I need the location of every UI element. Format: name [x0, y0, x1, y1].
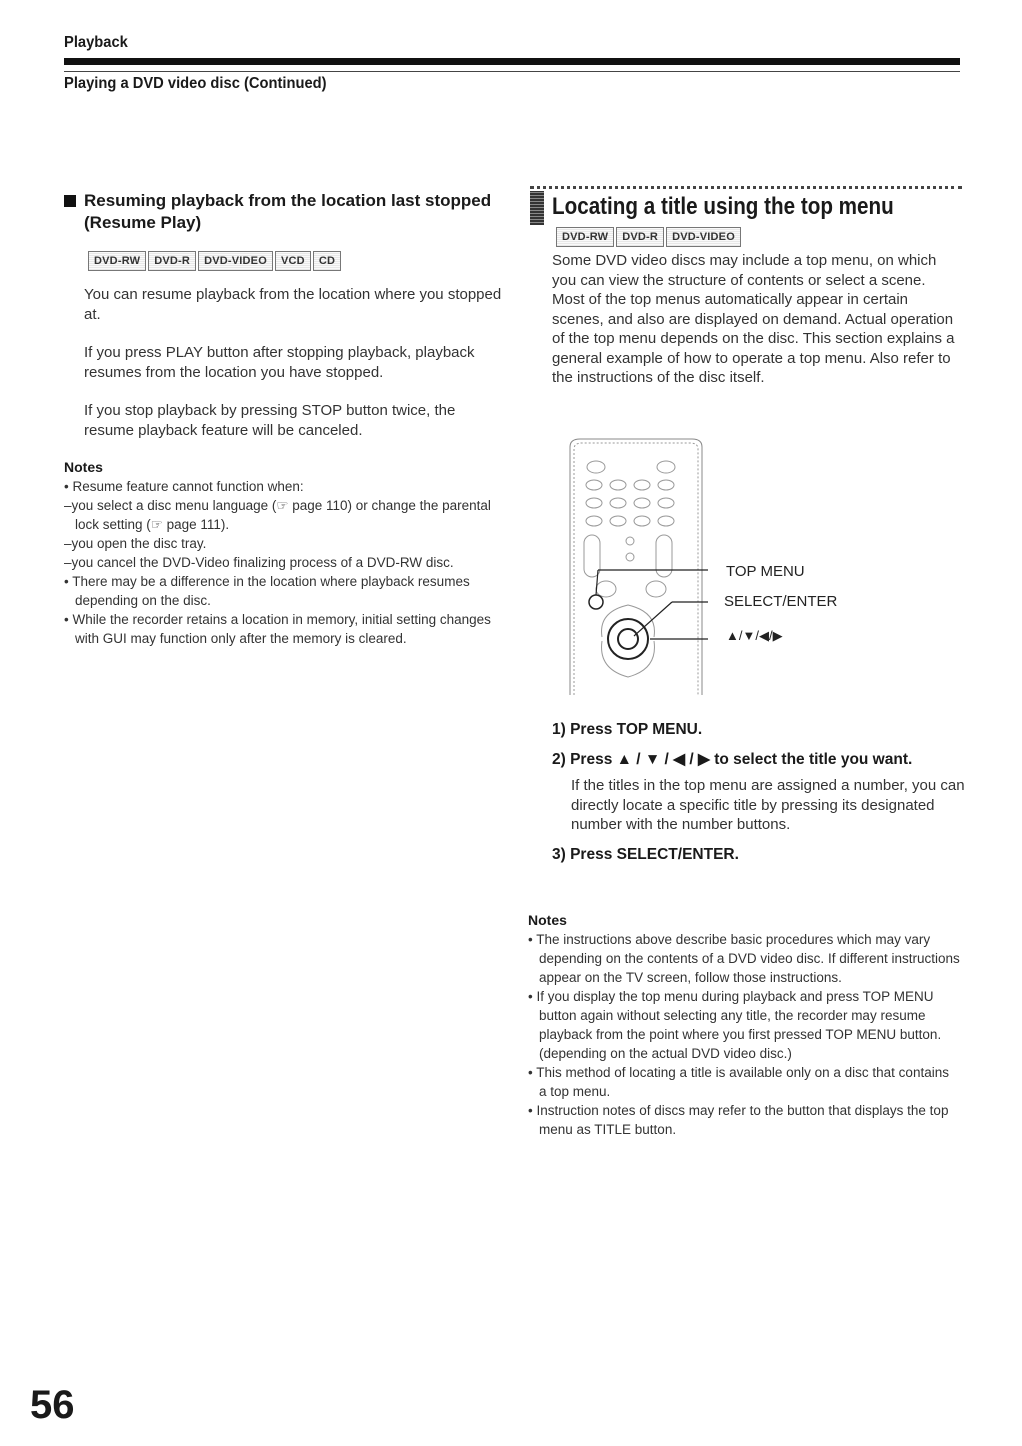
note-item: • If you display the top menu during playback and press TOP MENU button again without selecting any title, the recorder may resume playback from the point where you first pressed TOP MENU button. (depending on the actual DVD video disc.) [528, 989, 942, 1061]
disc-badge: DVD-R [148, 251, 196, 271]
header-rule-thin [64, 71, 960, 72]
disc-badges [556, 227, 962, 247]
note-item: • There may be a difference in the location where playback resumes depending on the disc. [64, 574, 470, 608]
note-item: • Instruction notes of discs may refer to the button that displays the top menu as TITLE button. [528, 1103, 949, 1137]
disc-badge: DVD-VIDEO [666, 227, 741, 247]
resume-play-section [64, 190, 504, 648]
note-item: –you cancel the DVD-Video finalizing process of a DVD-RW disc. [64, 555, 454, 570]
callout-top-menu: TOP MENU [726, 563, 805, 580]
callout-select-enter: SELECT/ENTER [724, 593, 838, 610]
notes-title: Notes [64, 459, 103, 475]
section-title: Playback [64, 34, 128, 51]
note-item: –you select a disc menu language (☞ page 110) or change the parental lock setting (☞ page 111). [64, 498, 491, 532]
paragraph: If you press PLAY button after stopping playback, playback resumes from the location you have stopped. [84, 344, 475, 381]
disc-badge: DVD-RW [556, 227, 614, 247]
intro-paragraph: Some DVD video discs may include a top menu, on which you can view the structure of contents or select a scene. Most of the top menus automatically appear in certain scenes, and also are displayed on demand. Actual operation of the top menu depends on the disc. This section explains a general example of how to operate a top menu. Also refer to the instructions of the disc itself. [552, 252, 955, 386]
remote-control-illustration [568, 437, 708, 695]
top-menu-section [530, 186, 962, 388]
disc-badge: DVD-RW [88, 251, 146, 271]
disc-badge: DVD-VIDEO [198, 251, 273, 271]
heading-marker-icon [530, 191, 544, 225]
step-body: If the titles in the top menu are assigned a number, you can directly locate a specific title by pressing its designated number with the number buttons. [571, 777, 965, 833]
resume-play-heading: Resuming playback from the location last stopped (Resume Play) [84, 191, 492, 232]
step-title: 1) Press TOP MENU. [552, 721, 703, 738]
top-menu-heading: Locating a title using the top menu [552, 193, 894, 220]
step-title: 3) Press SELECT/ENTER. [552, 845, 739, 863]
disc-badge: CD [313, 251, 341, 271]
note-item: • The instructions above describe basic procedures which may vary depending on the contents of a DVD video disc. If different instructions appear on the TV screen, follow those instructions. [528, 932, 960, 985]
header-rule [64, 58, 960, 65]
steps-list [552, 720, 972, 875]
page-number: 56 [30, 1383, 75, 1427]
right-notes [528, 906, 960, 1139]
callout-arrow-keys: ▲/▼/◀/▶ [726, 628, 783, 643]
step-title: 2) Press ▲ / ▼ / ◀ / ▶ to select the title you want. [552, 751, 913, 768]
note-item: • This method of locating a title is available only on a disc that contains a top menu. [528, 1065, 949, 1099]
disc-badge: DVD-R [616, 227, 664, 247]
paragraph: If you stop playback by pressing STOP button twice, the resume playback feature will be canceled. [84, 402, 456, 439]
note-item: –you open the disc tray. [64, 536, 207, 551]
notes-title: Notes [528, 912, 567, 928]
subsection-title: Playing a DVD video disc (Continued) [64, 75, 327, 92]
heading-bullet-icon [64, 195, 76, 207]
note-item: • While the recorder retains a location in memory, initial setting changes with GUI may function only after the memory is cleared. [64, 612, 491, 646]
note-item: • Resume feature cannot function when: [64, 479, 304, 494]
paragraph: You can resume playback from the location where you stopped at. [84, 286, 502, 323]
disc-badges [88, 251, 504, 271]
disc-badge: VCD [275, 251, 311, 271]
